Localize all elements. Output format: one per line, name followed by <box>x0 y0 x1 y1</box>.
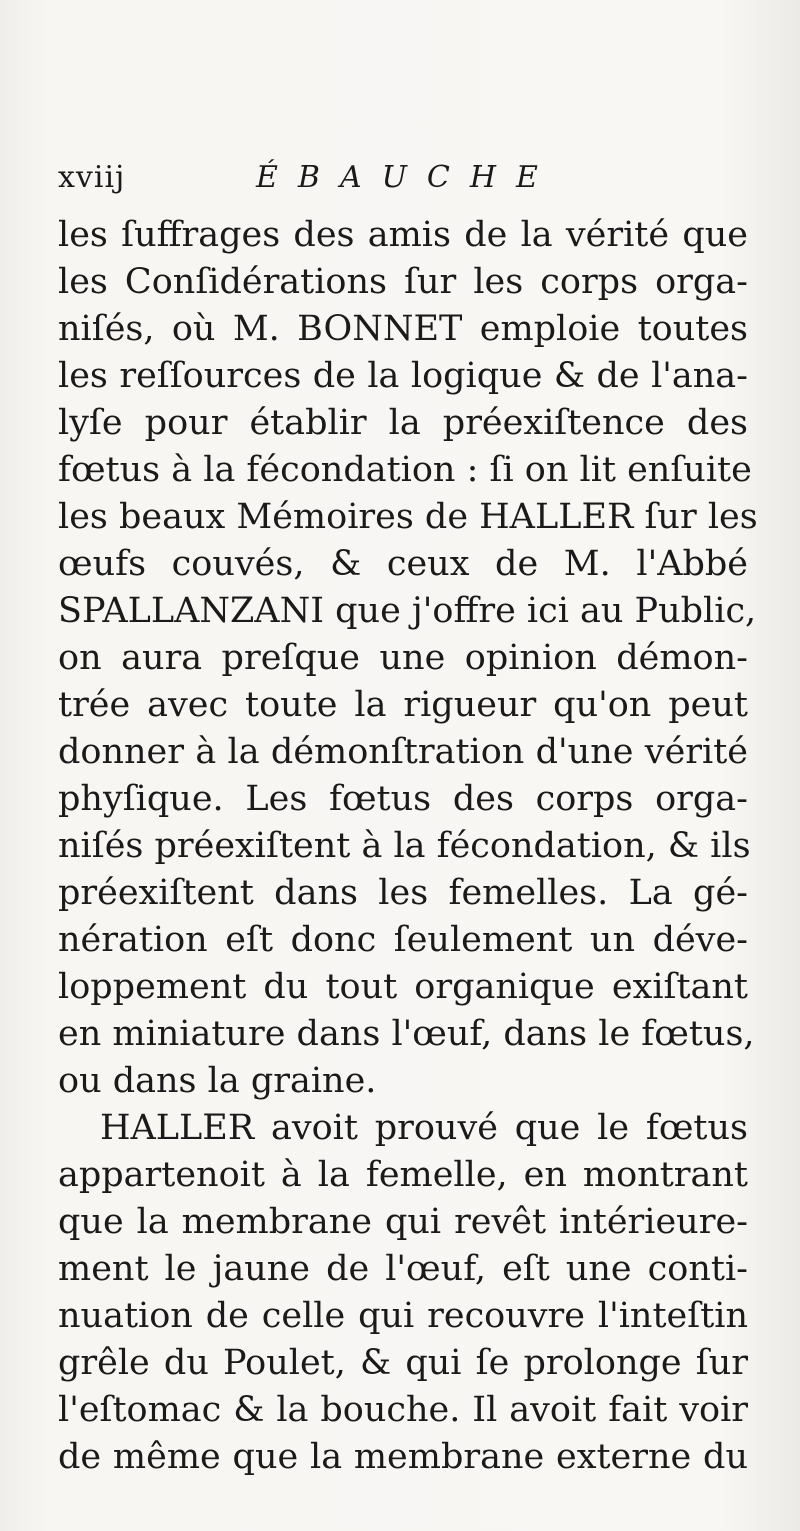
text-line: œufs couvés, & ceux de M. l'Abbé <box>58 544 748 584</box>
text-line: SPALLANZANI que j'offre ici au Public, <box>58 591 757 631</box>
text-line: les ſuffrages des amis de la vérité que <box>58 215 748 255</box>
text-line: les Conſidérations ſur les corps orga- <box>58 262 748 302</box>
text-line: que la membrane qui revêt intérieure- <box>58 1202 748 1242</box>
text-line: les beaux Mémoires de HALLER ſur les <box>58 497 758 537</box>
text-line-paragraph-end: ou dans la graine. <box>58 1061 377 1101</box>
text-line: les reſſources de la logique & de l'ana- <box>58 356 748 396</box>
text-line: loppement du tout organique exiſtant <box>58 967 748 1007</box>
text-line: niſés, où M. BONNET emploie toutes <box>58 309 748 349</box>
text-line: l'eſtomac & la bouche. Il avoit fait voir <box>58 1390 748 1430</box>
page-number: xviij <box>58 160 126 195</box>
text-line: on aura preſque une opinion démon- <box>58 638 748 678</box>
body-text <box>58 212 758 1481</box>
text-line: en miniature dans l'œuf, dans le fœtus, <box>58 1014 755 1054</box>
text-line: préexiſtent dans les femelles. La gé- <box>58 873 748 913</box>
running-title: ÉBAUCHE <box>256 160 558 195</box>
text-line: phyſique. Les fœtus des corps orga- <box>58 779 748 819</box>
text-line: nuation de celle qui recouvre l'inteſtin <box>58 1296 748 1336</box>
text-line: de même que la membrane externe du <box>58 1437 748 1477</box>
text-line: ment le jaune de l'œuf, eſt une conti- <box>58 1249 748 1289</box>
page-header <box>58 160 748 200</box>
text-line: trée avec toute la rigueur qu'on peut <box>58 685 748 725</box>
text-line: donner à la démonſtration d'une vérité <box>58 732 748 772</box>
text-line: fœtus à la fécondation : ſi on lit enſuite <box>58 450 752 490</box>
text-line: appartenoit à la femelle, en montrant <box>58 1155 748 1195</box>
text-line: nération eſt donc ſeulement un déve- <box>58 920 748 960</box>
text-line: lyſe pour établir la préexiſtence des <box>58 403 748 443</box>
text-line-paragraph-start: HALLER avoit prouvé que le fœtus <box>100 1108 748 1148</box>
text-line: niſés préexiſtent à la fécondation, & ils <box>58 826 751 866</box>
text-line: grêle du Poulet, & qui ſe prolonge ſur <box>58 1343 748 1383</box>
